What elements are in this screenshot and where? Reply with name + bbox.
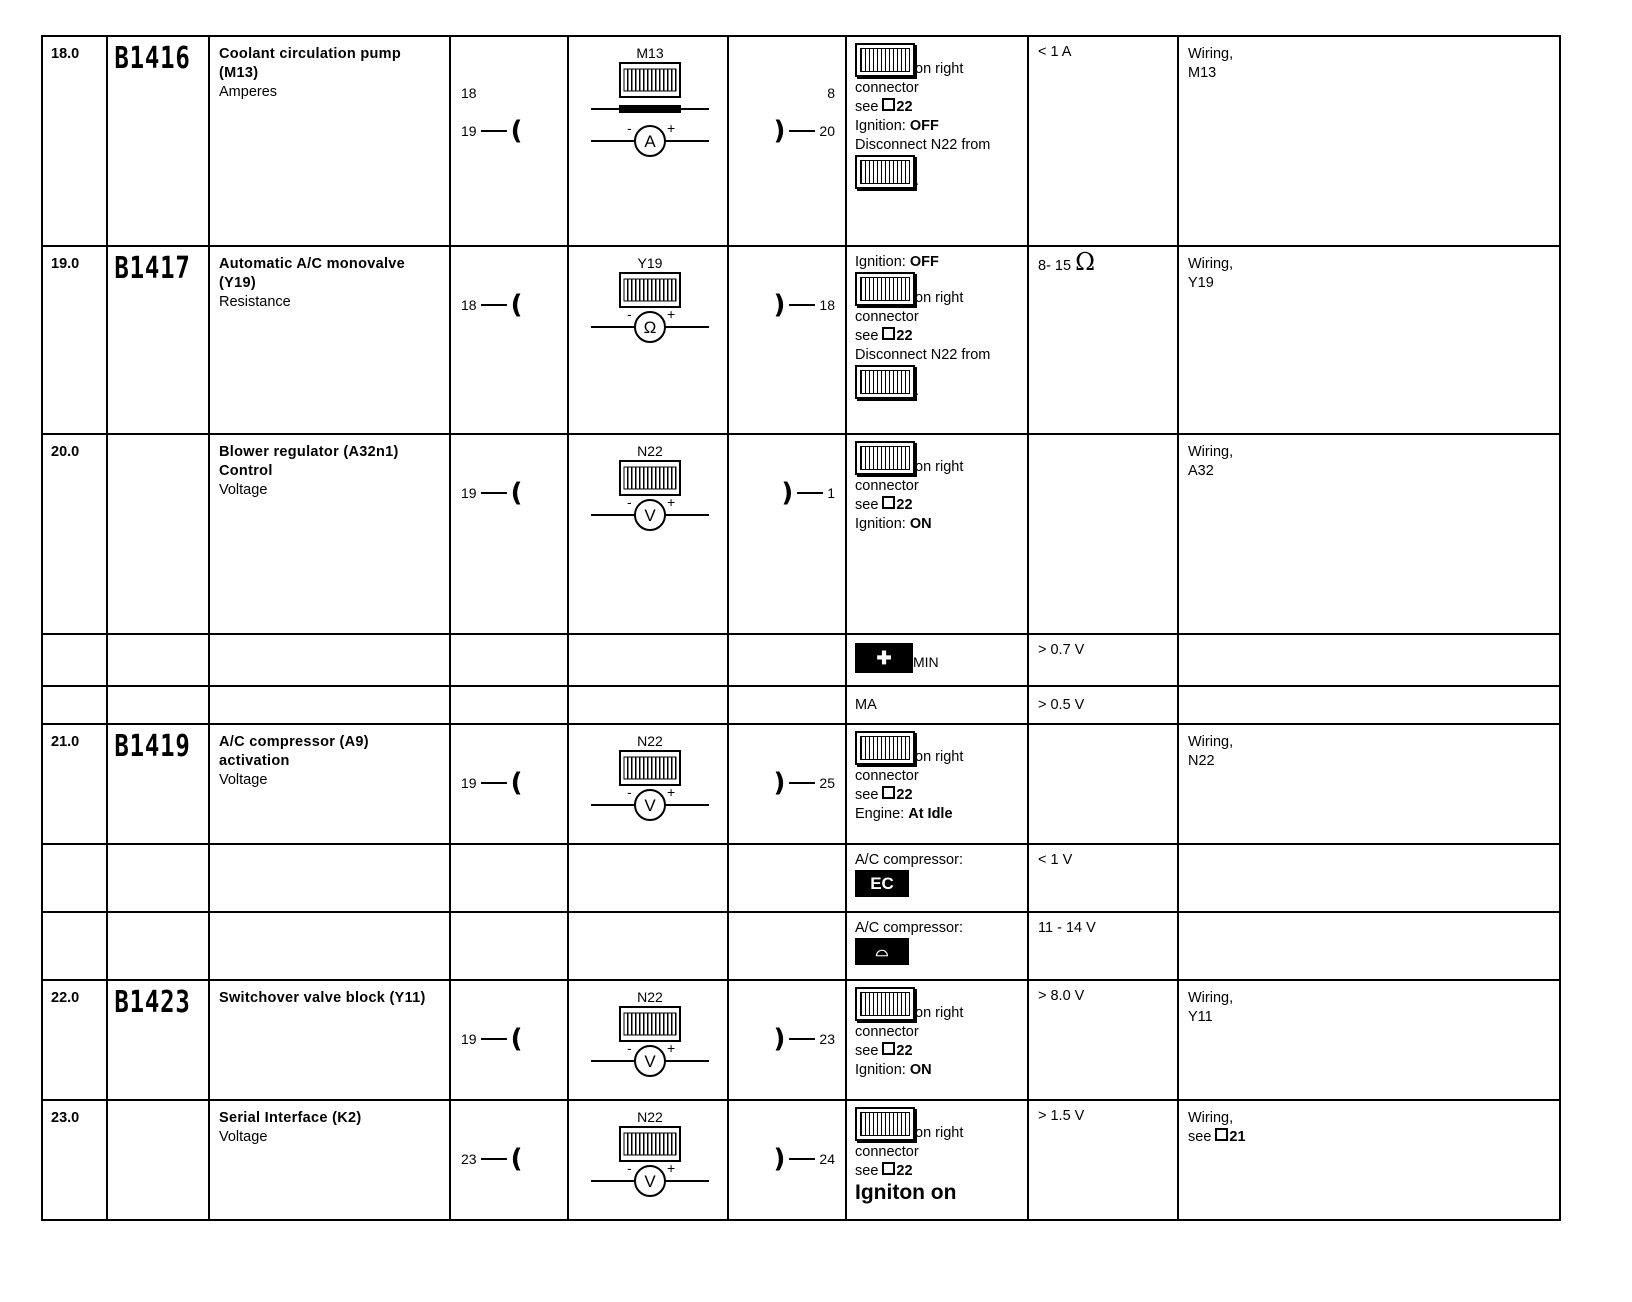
pin-label: 23 [461, 1150, 477, 1167]
svg-text:-: - [627, 120, 632, 136]
pin-label: 8 [827, 85, 835, 101]
pin-label: 19 [461, 1030, 477, 1047]
right-probe [773, 1024, 835, 1054]
remedy: Wiring, M13 [1188, 46, 1234, 81]
pin-label: 1 [827, 484, 835, 501]
meter-label: N22 [637, 443, 663, 459]
table-row [42, 912, 1560, 980]
nominal-value: > 0.5 V [1038, 697, 1085, 713]
table-row [42, 686, 1560, 724]
connector-icon [855, 441, 915, 475]
pin-label: 18 [461, 85, 477, 101]
step-number: 22.0 [51, 990, 80, 1006]
meter-diagram [591, 989, 709, 1091]
svg-text:V: V [644, 796, 656, 815]
svg-text:+: + [667, 306, 676, 322]
reference-box-icon [882, 786, 895, 799]
step-number: 19.0 [51, 256, 80, 272]
defrost-icon: ⌓ [855, 938, 909, 965]
component-title: Serial Interface (K2) [219, 1110, 362, 1126]
probe-tip-icon: ( [510, 116, 523, 146]
fault-code: B1417 [114, 251, 191, 286]
test-conditions: on right connector see 22 Ignition: OFF Disconnect N22 from . [847, 37, 1027, 195]
svg-text:V: V [644, 506, 656, 525]
pin-label: 23 [819, 1030, 835, 1047]
nominal-value: < 1 V [1038, 852, 1073, 868]
probe-tip-icon: ) [773, 1144, 786, 1174]
meter-diagram [591, 443, 709, 545]
pin-label: 25 [819, 774, 835, 791]
nominal-value: < 1 A [1038, 44, 1072, 60]
svg-text:Ω: Ω [643, 318, 657, 337]
probe-tip-icon: ) [773, 290, 786, 320]
pin-label: 24 [819, 1150, 835, 1167]
probe-tip-icon: ( [510, 478, 523, 508]
connector-icon [855, 272, 915, 306]
ignition-note: Igniton on [855, 1181, 957, 1204]
right-probe [781, 478, 835, 508]
component-title: A/C compressor (A9) activation [219, 734, 369, 769]
nominal-value: > 0.7 V [1038, 642, 1085, 658]
svg-text:+: + [667, 1160, 676, 1176]
meter-label: N22 [637, 989, 663, 1005]
condition-label: A/C compressor: [855, 852, 963, 868]
connector-icon [855, 731, 915, 765]
voltmeter-icon [591, 1125, 709, 1205]
svg-text:V: V [644, 1052, 656, 1071]
test-conditions: on right connector see 22 Ignition: ON [847, 435, 1027, 538]
reference-box-icon [882, 98, 895, 111]
measure-type: Amperes [219, 84, 278, 100]
nominal-value: > 8.0 V [1038, 988, 1085, 1004]
probe-tip-icon: ( [510, 290, 523, 320]
meter-diagram [591, 45, 709, 167]
remedy: Wiring, see 21 [1188, 1110, 1246, 1145]
voltmeter-icon [591, 749, 709, 829]
test-conditions: Ignition: OFF on right connector see 22 Disconnect N22 from . [855, 254, 991, 399]
svg-text:-: - [627, 494, 632, 510]
reference-box-icon [1215, 1128, 1228, 1141]
step-number: 20.0 [51, 444, 80, 460]
component-title: Coolant circulation pump (M13) [219, 46, 402, 81]
meter-diagram [591, 733, 709, 835]
test-conditions: on right connector see 22 Ignition: ON [847, 981, 1027, 1084]
multimeter-icon [591, 61, 709, 161]
left-probe [461, 116, 523, 146]
table-row [42, 844, 1560, 912]
right-probe [773, 116, 835, 146]
nominal-value: 8- 15 Ω [1038, 248, 1095, 276]
switch-position: MIN [913, 654, 939, 670]
fault-code: B1419 [114, 729, 191, 764]
probe-tip-icon: ( [510, 1024, 523, 1054]
connector-icon [855, 43, 915, 77]
left-probe [461, 768, 523, 798]
measure-type: Voltage [219, 482, 268, 498]
svg-text:-: - [627, 1160, 632, 1176]
reference-box-icon [882, 496, 895, 509]
step-number: 23.0 [51, 1110, 80, 1126]
remedy: Wiring, Y19 [1188, 256, 1234, 291]
pin-label: 19 [461, 774, 477, 791]
meter-diagram [591, 1109, 709, 1211]
pin-label: 19 [461, 484, 477, 501]
right-probe [773, 290, 835, 320]
left-probe [461, 1024, 523, 1054]
left-probe [461, 478, 523, 508]
table-row [42, 36, 1560, 246]
pin-label: 18 [819, 296, 835, 313]
table-row [42, 246, 1560, 434]
table-row [42, 724, 1560, 844]
connector-icon [855, 365, 915, 399]
reference-box-icon [882, 327, 895, 340]
remedy: Wiring, A32 [1188, 444, 1234, 479]
table-row [42, 434, 1560, 634]
step-number: 18.0 [51, 46, 80, 62]
probe-tip-icon: ) [773, 768, 786, 798]
component-title: Blower regulator (A32n1) Control [219, 444, 399, 479]
meter-label: N22 [637, 1109, 663, 1125]
table-row [42, 634, 1560, 686]
remedy: Wiring, N22 [1188, 734, 1234, 769]
test-conditions: on right connector see 22 Engine: At Idle [847, 725, 1027, 828]
component-title: Switchover valve block (Y11) [219, 990, 426, 1006]
svg-text:-: - [627, 784, 632, 800]
svg-text:+: + [667, 784, 676, 800]
probe-tip-icon: ) [773, 116, 786, 146]
switch-position: MA [855, 697, 877, 713]
svg-text:A: A [644, 132, 656, 151]
reference-box-icon [882, 1162, 895, 1175]
left-probe [461, 1144, 523, 1174]
pin-label: 19 [461, 122, 477, 139]
connector-icon [855, 1107, 915, 1141]
remedy: Wiring, Y11 [1188, 990, 1234, 1025]
right-probe [773, 1144, 835, 1174]
connector-icon [855, 155, 915, 189]
measure-type: Resistance [219, 294, 291, 310]
ec-button-icon: EC [855, 870, 909, 897]
svg-text:+: + [667, 120, 676, 136]
pin-label: 20 [819, 122, 835, 139]
table-row [42, 1100, 1560, 1220]
meter-diagram [591, 255, 709, 357]
nominal-value: 11 - 14 V [1038, 920, 1096, 936]
ohm-symbol: Ω [1075, 248, 1095, 276]
fault-code: B1423 [114, 985, 191, 1020]
svg-text:-: - [627, 1040, 632, 1056]
probe-tip-icon: ) [781, 478, 794, 508]
nominal-value: > 1.5 V [1038, 1108, 1085, 1124]
condition-label: A/C compressor: [855, 920, 963, 936]
voltmeter-icon [591, 1005, 709, 1085]
meter-label: M13 [636, 45, 664, 61]
reference-box-icon [882, 1042, 895, 1055]
measure-type: Voltage [219, 1129, 268, 1145]
probe-tip-icon: ) [773, 1024, 786, 1054]
svg-text:V: V [644, 1172, 656, 1191]
right-probe [773, 768, 835, 798]
test-conditions: on right connector see 22 Igniton on [847, 1101, 1027, 1206]
probe-tip-icon: ( [510, 768, 523, 798]
table-row [42, 980, 1560, 1100]
meter-label: N22 [637, 733, 663, 749]
voltmeter-icon [591, 459, 709, 539]
connector-icon [855, 987, 915, 1021]
blower-fan-icon: ✚ [855, 643, 913, 673]
svg-text:-: - [627, 306, 632, 322]
measure-type: Voltage [219, 772, 268, 788]
step-number: 21.0 [51, 734, 80, 750]
svg-text:+: + [667, 494, 676, 510]
component-title: Automatic A/C monovalve (Y19) [219, 256, 406, 291]
test-table [41, 35, 1559, 1221]
ohmmeter-icon [591, 271, 709, 351]
fault-code: B1416 [114, 41, 191, 76]
svg-text:+: + [667, 1040, 676, 1056]
meter-label: Y19 [637, 255, 663, 271]
probe-tip-icon: ( [510, 1144, 523, 1174]
left-probe [461, 290, 523, 320]
pin-label: 18 [461, 296, 477, 313]
